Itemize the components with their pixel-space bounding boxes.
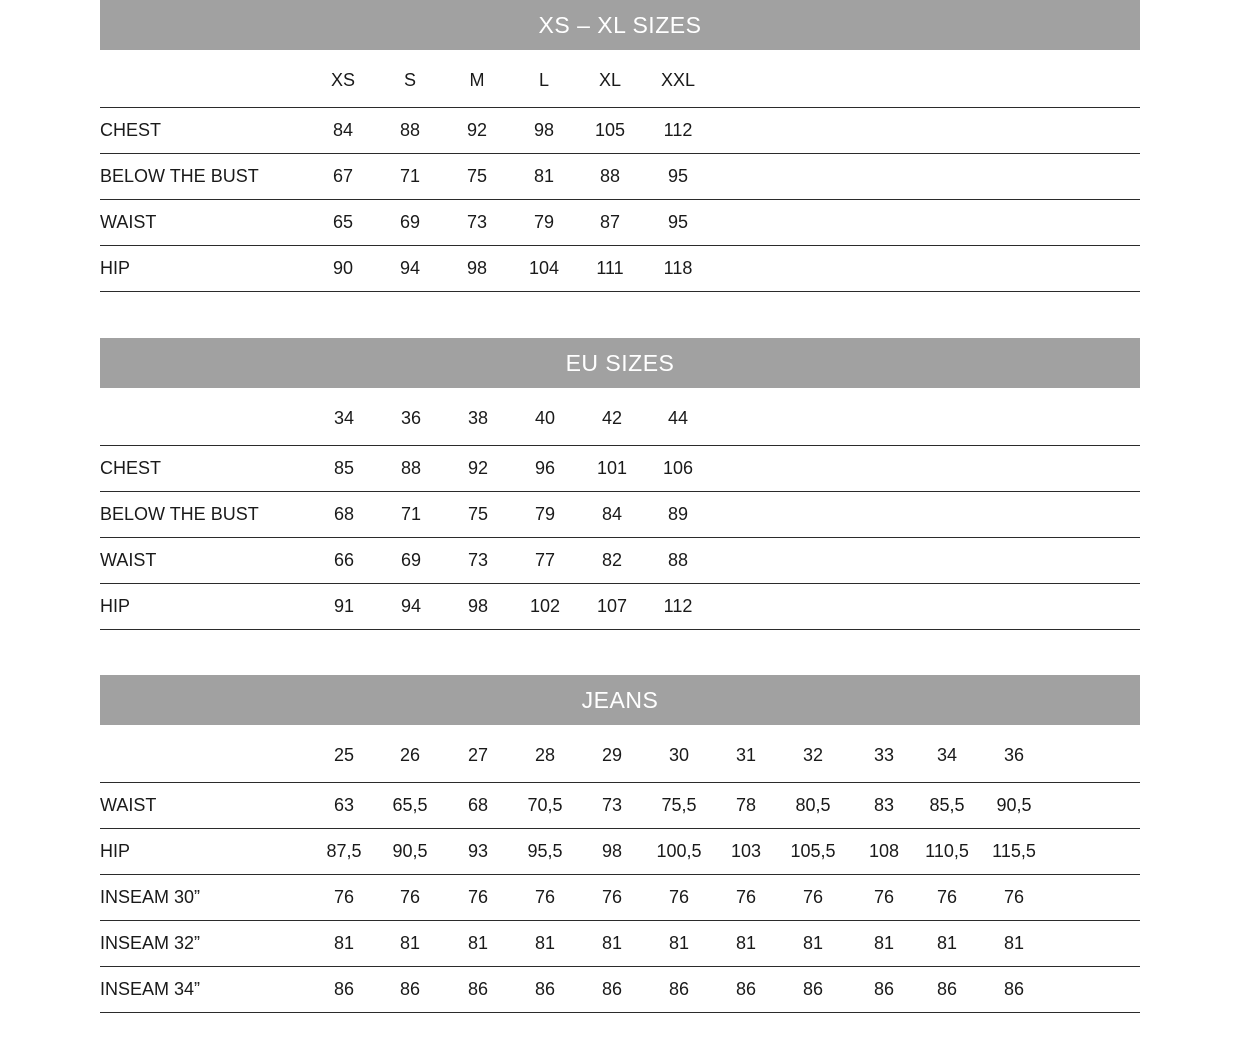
column-header: 38 — [467, 408, 489, 428]
table-cell: 75 — [467, 504, 489, 524]
table-cell: 98 — [601, 841, 623, 861]
table-row — [100, 154, 1140, 200]
table-cell: 71 — [399, 166, 421, 186]
table-cell: 111 — [596, 258, 624, 278]
row-label: HIP — [100, 841, 131, 861]
table-cell: 86 — [802, 979, 824, 999]
table-cell: 80,5 — [795, 795, 831, 815]
column-header: XXL — [660, 70, 696, 90]
table-cell: 81 — [601, 933, 623, 953]
table-cell: 110,5 — [925, 841, 969, 861]
column-header: 36 — [400, 408, 422, 428]
table-cell: 63 — [333, 795, 355, 815]
table-cell: 92 — [466, 120, 488, 140]
column-header: 34 — [333, 408, 355, 428]
table-cell: 104 — [528, 258, 560, 278]
row-label: WAIST — [100, 212, 157, 232]
table-cell: 76 — [873, 887, 895, 907]
table-cell: 84 — [601, 504, 623, 524]
table-cell: 75,5 — [661, 795, 697, 815]
table-cell: 81 — [873, 933, 895, 953]
table-cell: 88 — [599, 166, 621, 186]
size-table-xs-xl — [100, 0, 1140, 292]
table-cell: 76 — [668, 887, 690, 907]
table-cell: 93 — [467, 841, 489, 861]
table-cell: 68 — [467, 795, 489, 815]
table-cell: 68 — [333, 504, 355, 524]
table-cell: 84 — [332, 120, 354, 140]
table-cell: 98 — [467, 596, 489, 616]
table-cell: 90 — [332, 258, 354, 278]
table-cell: 98 — [466, 258, 488, 278]
section-title-banner: JEANS — [100, 675, 1140, 725]
table-cell: 76 — [936, 887, 958, 907]
table-cell: 95 — [667, 212, 689, 232]
row-label: HIP — [100, 258, 131, 278]
size-table-eu — [100, 338, 1140, 630]
table-cell: 83 — [873, 795, 895, 815]
table-cell: 67 — [332, 166, 354, 186]
table-cell: 101 — [596, 458, 628, 478]
column-header: 25 — [333, 745, 355, 765]
table-cell: 81 — [333, 933, 355, 953]
table-cell: 81 — [802, 933, 824, 953]
table-cell: 98 — [533, 120, 555, 140]
table-cell: 76 — [601, 887, 623, 907]
table-row — [100, 584, 1140, 630]
table-cell: 75 — [466, 166, 488, 186]
table-cell: 76 — [534, 887, 556, 907]
table-cell: 65 — [332, 212, 354, 232]
section-title-banner: XS – XL SIZES — [100, 0, 1140, 50]
table-row — [100, 446, 1140, 492]
table-header-row — [100, 50, 1140, 108]
column-header: 30 — [668, 745, 690, 765]
table-row — [100, 108, 1140, 154]
table-cell: 89 — [667, 504, 689, 524]
table-cell: 76 — [735, 887, 757, 907]
table-cell: 81 — [533, 166, 555, 186]
table-cell: 81 — [399, 933, 421, 953]
table-cell: 102 — [529, 596, 561, 616]
section-title-banner: EU SIZES — [100, 338, 1140, 388]
column-header: 42 — [601, 408, 623, 428]
column-header: L — [538, 70, 549, 90]
table-cell: 76 — [802, 887, 824, 907]
row-label: INSEAM 34” — [100, 979, 201, 999]
row-label: INSEAM 30” — [100, 887, 201, 907]
table-cell: 79 — [533, 212, 555, 232]
table-cell: 92 — [467, 458, 489, 478]
row-label: BELOW THE BUST — [100, 166, 259, 186]
column-header: XS — [330, 70, 355, 90]
table-cell: 88 — [667, 550, 689, 570]
table-cell: 76 — [1003, 887, 1025, 907]
row-label: INSEAM 32” — [100, 933, 201, 953]
column-header: 44 — [667, 408, 689, 428]
table-header-row — [100, 388, 1140, 446]
size-table-jeans — [100, 675, 1140, 1013]
table-cell: 96 — [534, 458, 556, 478]
table-cell: 81 — [735, 933, 757, 953]
table-cell: 88 — [399, 120, 421, 140]
column-header: M — [469, 70, 485, 90]
table-cell: 118 — [663, 258, 693, 278]
column-header: 34 — [936, 745, 958, 765]
row-label: HIP — [100, 596, 131, 616]
table-cell: 81 — [1003, 933, 1025, 953]
table-cell: 90,5 — [996, 795, 1032, 815]
table-cell: 106 — [662, 458, 694, 478]
table-header-row — [100, 725, 1140, 783]
table-row — [100, 829, 1140, 875]
table-row — [100, 492, 1140, 538]
table-cell: 81 — [467, 933, 489, 953]
column-header: 28 — [534, 745, 556, 765]
table-cell: 65,5 — [392, 795, 428, 815]
table-cell: 85,5 — [929, 795, 965, 815]
table-row — [100, 783, 1140, 829]
table-cell: 100,5 — [656, 841, 702, 861]
table-cell: 87,5 — [326, 841, 362, 861]
table-cell: 107 — [596, 596, 628, 616]
column-header: 29 — [601, 745, 623, 765]
row-label: WAIST — [100, 795, 157, 815]
table-cell: 69 — [400, 550, 422, 570]
column-header: 27 — [467, 745, 489, 765]
table-cell: 86 — [668, 979, 690, 999]
table-cell: 112 — [663, 120, 693, 140]
row-label: BELOW THE BUST — [100, 504, 259, 524]
table-cell: 71 — [400, 504, 422, 524]
table-cell: 86 — [873, 979, 895, 999]
table-row — [100, 246, 1140, 292]
table-cell: 105,5 — [790, 841, 836, 861]
table-row — [100, 875, 1140, 921]
table-cell: 81 — [936, 933, 958, 953]
table-cell: 69 — [399, 212, 421, 232]
table-cell: 77 — [534, 550, 556, 570]
table-cell: 76 — [333, 887, 355, 907]
table-cell: 70,5 — [527, 795, 563, 815]
table-cell: 66 — [333, 550, 355, 570]
column-header: 26 — [399, 745, 421, 765]
table-cell: 81 — [534, 933, 556, 953]
table-cell: 85 — [333, 458, 355, 478]
table-cell: 94 — [399, 258, 421, 278]
table-cell: 73 — [467, 550, 489, 570]
table-cell: 86 — [399, 979, 421, 999]
table-cell: 103 — [730, 841, 762, 861]
table-cell: 86 — [534, 979, 556, 999]
table-cell: 112 — [663, 596, 693, 616]
table-cell: 86 — [936, 979, 958, 999]
table-row — [100, 200, 1140, 246]
table-cell: 108 — [868, 841, 900, 861]
table-cell: 94 — [400, 596, 422, 616]
table-cell: 86 — [735, 979, 757, 999]
row-label: CHEST — [100, 458, 162, 478]
table-cell: 91 — [333, 596, 355, 616]
column-header: 33 — [873, 745, 895, 765]
column-header: 32 — [802, 745, 824, 765]
row-label: CHEST — [100, 120, 162, 140]
table-row — [100, 921, 1140, 967]
table-cell: 105 — [594, 120, 626, 140]
table-cell: 76 — [399, 887, 421, 907]
table-cell: 76 — [467, 887, 489, 907]
column-header: XL — [598, 70, 622, 90]
column-header: S — [403, 70, 416, 90]
table-cell: 95,5 — [527, 841, 563, 861]
column-header: 36 — [1003, 745, 1025, 765]
table-row — [100, 967, 1140, 1013]
table-cell: 86 — [1003, 979, 1025, 999]
table-cell: 87 — [599, 212, 621, 232]
table-cell: 79 — [534, 504, 556, 524]
table-cell: 86 — [601, 979, 623, 999]
column-header: 31 — [735, 745, 757, 765]
row-label: WAIST — [100, 550, 157, 570]
table-cell: 115,5 — [992, 841, 1036, 861]
table-cell: 82 — [601, 550, 623, 570]
table-row — [100, 538, 1140, 584]
table-cell: 86 — [467, 979, 489, 999]
table-cell: 73 — [466, 212, 488, 232]
table-cell: 90,5 — [392, 841, 428, 861]
table-cell: 78 — [735, 795, 757, 815]
table-cell: 95 — [667, 166, 689, 186]
table-cell: 73 — [601, 795, 623, 815]
table-cell: 88 — [400, 458, 422, 478]
table-cell: 81 — [668, 933, 690, 953]
table-cell: 86 — [333, 979, 355, 999]
column-header: 40 — [534, 408, 556, 428]
